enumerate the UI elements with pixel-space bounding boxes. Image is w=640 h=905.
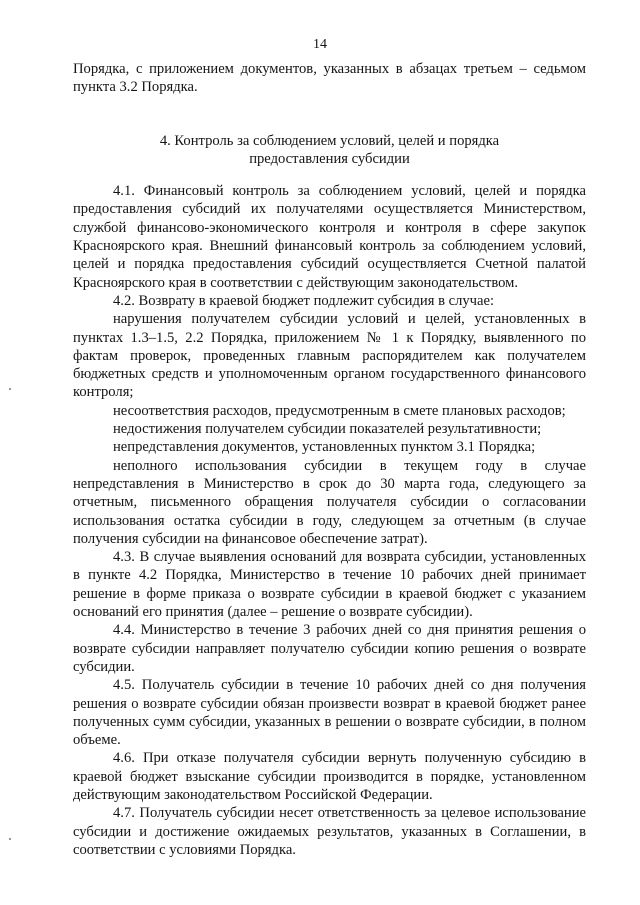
paragraph-4-6: 4.6. При отказе получателя субсидии вернуть полученную субсидию в краевой бюджет взыскание субсидии производится в порядке, установленном действующим законодательством Российской Федерации. <box>73 750 586 803</box>
list-item-violation: нарушения получателем субсидии условий и целей, установленных в пунктах 1.3–1.5, 2.2 Порядка, приложением № 1 к Порядку, выявленного по фактам проверок, проведенных главным распорядителем как получателем бюджетных средств и уполномоченным органом государственного финансового контроля; <box>73 311 586 401</box>
section-title-line-2: предоставления субсидии <box>249 150 410 167</box>
paragraph-4-2: 4.2. Возврату в краевой бюджет подлежит субсидия в случае: <box>113 292 495 309</box>
section-heading <box>73 132 586 169</box>
paragraph-4-1: 4.1. Финансовый контроль за соблюдением условий, целей и порядка предоставления субсидий их получателями осуществляется Министерством, службой финансово-экономического контроля и контроля в сфере закупок Красноярского края. Внешний финансовый контроль за соблюдением условий, целей и порядка предоставления субсидий осуществляется Счетной палатой Красноярского края в соответствии с действующим законодательством. <box>73 183 586 291</box>
list-item-unused: неполного использования субсидии в текущем году в случае непредставления в Министерство в срок до 30 марта года, следующего за отчетным, письменного обращения получателя субсидии о согласовании использования остатка субсидии в году, следующем за отчетным (в случае получения субсидии на финансовое обеспечение затрат). <box>73 457 586 547</box>
list-item-documents: непредставления документов, установленных пунктом 3.1 Порядка; <box>113 439 536 456</box>
paragraph-4-4: 4.4. Министерство в течение 3 рабочих дней со дня принятия решения о возврате субсидии направляет получателю субсидии копию решения о возврате субсидии. <box>73 622 586 675</box>
scan-speck <box>9 388 11 390</box>
paragraph-4-3: 4.3. В случае выявления оснований для возврата субсидии, установленных в пункте 4.2 Порядка, Министерство в течение 10 рабочих дней принимает решение в форме приказа о возврате субсидии в краевой бюджет с указанием оснований его принятия (далее – решение о возврате субсидии). <box>73 549 586 621</box>
list-item-expense-mismatch: несоответствия расходов, предусмотренным в смете плановых расходов; <box>113 402 566 419</box>
scan-speck <box>9 838 11 840</box>
document-body <box>73 60 586 859</box>
paragraph-4-7: 4.7. Получатель субсидии несет ответственность за целевое использование субсидии и достижение ожидаемых результатов, указанных в Соглашении, в соответствии с условиями Порядка. <box>73 805 586 858</box>
list-item-indicators: недостижения получателем субсидии показателей результативности; <box>113 421 542 438</box>
section-title-line-1: 4. Контроль за соблюдением условий, целей и порядка <box>159 132 500 149</box>
page-number: 14 <box>313 37 327 52</box>
paragraph-4-5: 4.5. Получатель субсидии в течение 10 рабочих дней со дня получения решения о возврате субсидии обязан произвести возврат в краевой бюджет ранее полученных сумм субсидии, указанных в решении о возврате субсидии, в полном объеме. <box>73 677 586 749</box>
intro-paragraph: Порядка, с приложением документов, указанных в абзацах третьем – седьмом пункта 3.2 Порядка. <box>73 61 586 96</box>
